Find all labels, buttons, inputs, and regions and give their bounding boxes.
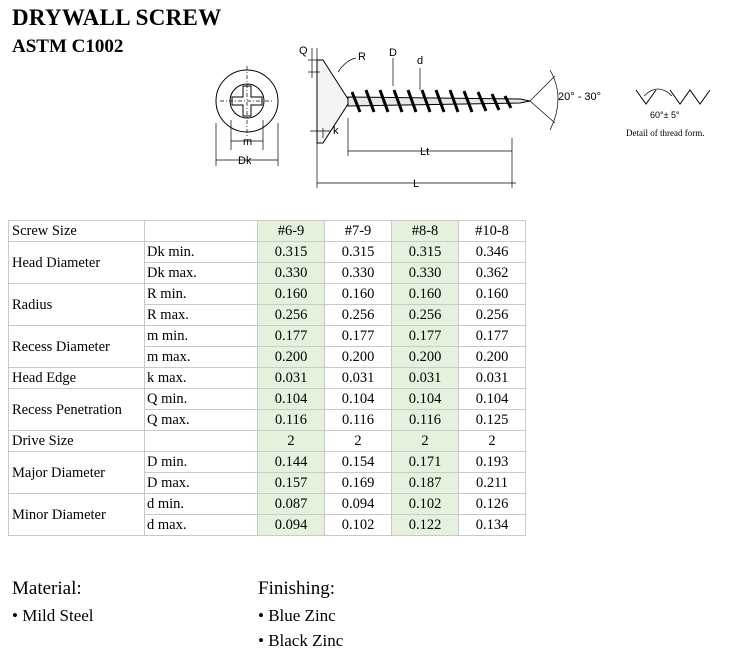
finishing-item: • Black Zinc [258,628,343,653]
value-cell: 0.169 [325,473,392,494]
property-name-cell: Minor Diameter [9,494,145,536]
value-cell: 0.104 [392,389,459,410]
value-cell: 0.177 [258,326,325,347]
value-cell: 0.200 [258,347,325,368]
table-row [9,494,526,515]
value-cell: 0.160 [258,284,325,305]
size-header-cell: #8-8 [392,221,459,242]
value-cell: 0.362 [459,263,526,284]
value-cell: 0.122 [392,515,459,536]
sub-label-cell: d min. [145,494,258,515]
value-cell: 0.102 [325,515,392,536]
value-cell: 0.116 [258,410,325,431]
sub-label-cell: Dk min. [145,242,258,263]
value-cell: 0.104 [325,389,392,410]
value-cell: 0.315 [392,242,459,263]
thread-caption: Detail of thread form. [626,128,705,138]
spec-table [8,220,526,536]
value-cell: 0.087 [258,494,325,515]
value-cell: 0.193 [459,452,526,473]
property-name-cell: Head Diameter [9,242,145,284]
value-cell: 0.144 [258,452,325,473]
property-name-cell: Recess Diameter [9,326,145,368]
value-cell: 2 [392,431,459,452]
size-header-cell: #6-9 [258,221,325,242]
size-header-cell: #7-9 [325,221,392,242]
sub-label-cell: m min. [145,326,258,347]
value-cell: 2 [325,431,392,452]
thread-form-detail [636,89,710,104]
value-cell: 0.104 [459,389,526,410]
value-cell: 2 [258,431,325,452]
value-cell: 0.177 [325,326,392,347]
l-label: L [413,178,420,190]
value-cell: 0.330 [258,263,325,284]
value-cell: 0.200 [392,347,459,368]
value-cell: 0.094 [258,515,325,536]
value-cell: 0.157 [258,473,325,494]
table-row [9,431,526,452]
sub-label-cell: k max. [145,368,258,389]
value-cell: 0.031 [392,368,459,389]
value-cell: 0.171 [392,452,459,473]
sub-label-cell: D max. [145,473,258,494]
page-subtitle: ASTM C1002 [12,36,124,57]
value-cell: 0.116 [325,410,392,431]
value-cell: 0.187 [392,473,459,494]
property-name-cell: Head Edge [9,368,145,389]
sub-label-cell: m max. [145,347,258,368]
value-cell: 0.031 [459,368,526,389]
value-cell: 0.330 [325,263,392,284]
sub-label-cell [145,431,258,452]
screw-head-top-view [216,66,278,166]
sub-label-cell: R max. [145,305,258,326]
d-major-label: D [389,47,397,59]
table-row [9,368,526,389]
material-title: Material: [12,578,82,599]
value-cell: 0.200 [459,347,526,368]
value-cell: 0.094 [325,494,392,515]
screw-side-view [308,48,558,188]
value-cell: 0.315 [258,242,325,263]
finishing-list [258,603,343,653]
value-cell: 0.256 [258,305,325,326]
value-cell: 0.177 [392,326,459,347]
value-cell: 0.211 [459,473,526,494]
value-cell: 0.177 [459,326,526,347]
value-cell: 0.160 [459,284,526,305]
table-header-row [9,221,526,242]
value-cell: 0.126 [459,494,526,515]
angle-label: 20° - 30° [558,91,602,103]
q-label: Q [299,45,308,57]
value-cell: 0.256 [392,305,459,326]
value-cell: 0.160 [325,284,392,305]
screw-size-label: Screw Size [9,221,145,242]
sub-label-cell: Q min. [145,389,258,410]
value-cell: 2 [459,431,526,452]
d-minor-label: d [417,55,424,67]
value-cell: 0.031 [325,368,392,389]
value-cell: 0.102 [392,494,459,515]
value-cell: 0.346 [459,242,526,263]
material-item: • Mild Steel [12,603,94,628]
property-name-cell: Recess Penetration [9,389,145,431]
material-list [12,603,94,628]
dk-label: Dk [238,155,252,167]
table-row [9,389,526,410]
value-cell: 0.315 [325,242,392,263]
m-label: m [243,136,253,148]
table-row [9,326,526,347]
size-header-cell: #10-8 [459,221,526,242]
r-label: R [358,51,366,63]
value-cell: 0.125 [459,410,526,431]
sub-label-cell: D min. [145,452,258,473]
page-title: DRYWALL SCREW [12,5,222,30]
property-name-cell: Drive Size [9,431,145,452]
lt-label: Lt [420,146,430,158]
table-row [9,452,526,473]
value-cell: 0.116 [392,410,459,431]
table-row [9,284,526,305]
k-label: k [333,125,339,137]
sub-label-cell: Dk max. [145,263,258,284]
screw-diagram [200,38,730,198]
property-name-cell: Major Diameter [9,452,145,494]
sub-label-cell: Q max. [145,410,258,431]
value-cell: 0.104 [258,389,325,410]
header-empty-cell [145,221,258,242]
property-name-cell: Radius [9,284,145,326]
sub-label-cell: R min. [145,284,258,305]
thread-angle-label: 60°± 5° [650,110,680,120]
table-row [9,242,526,263]
value-cell: 0.330 [392,263,459,284]
finishing-item: • Blue Zinc [258,603,343,628]
value-cell: 0.134 [459,515,526,536]
value-cell: 0.154 [325,452,392,473]
value-cell: 0.031 [258,368,325,389]
value-cell: 0.200 [325,347,392,368]
value-cell: 0.256 [459,305,526,326]
value-cell: 0.256 [325,305,392,326]
value-cell: 0.160 [392,284,459,305]
finishing-title: Finishing: [258,578,336,599]
sub-label-cell: d max. [145,515,258,536]
